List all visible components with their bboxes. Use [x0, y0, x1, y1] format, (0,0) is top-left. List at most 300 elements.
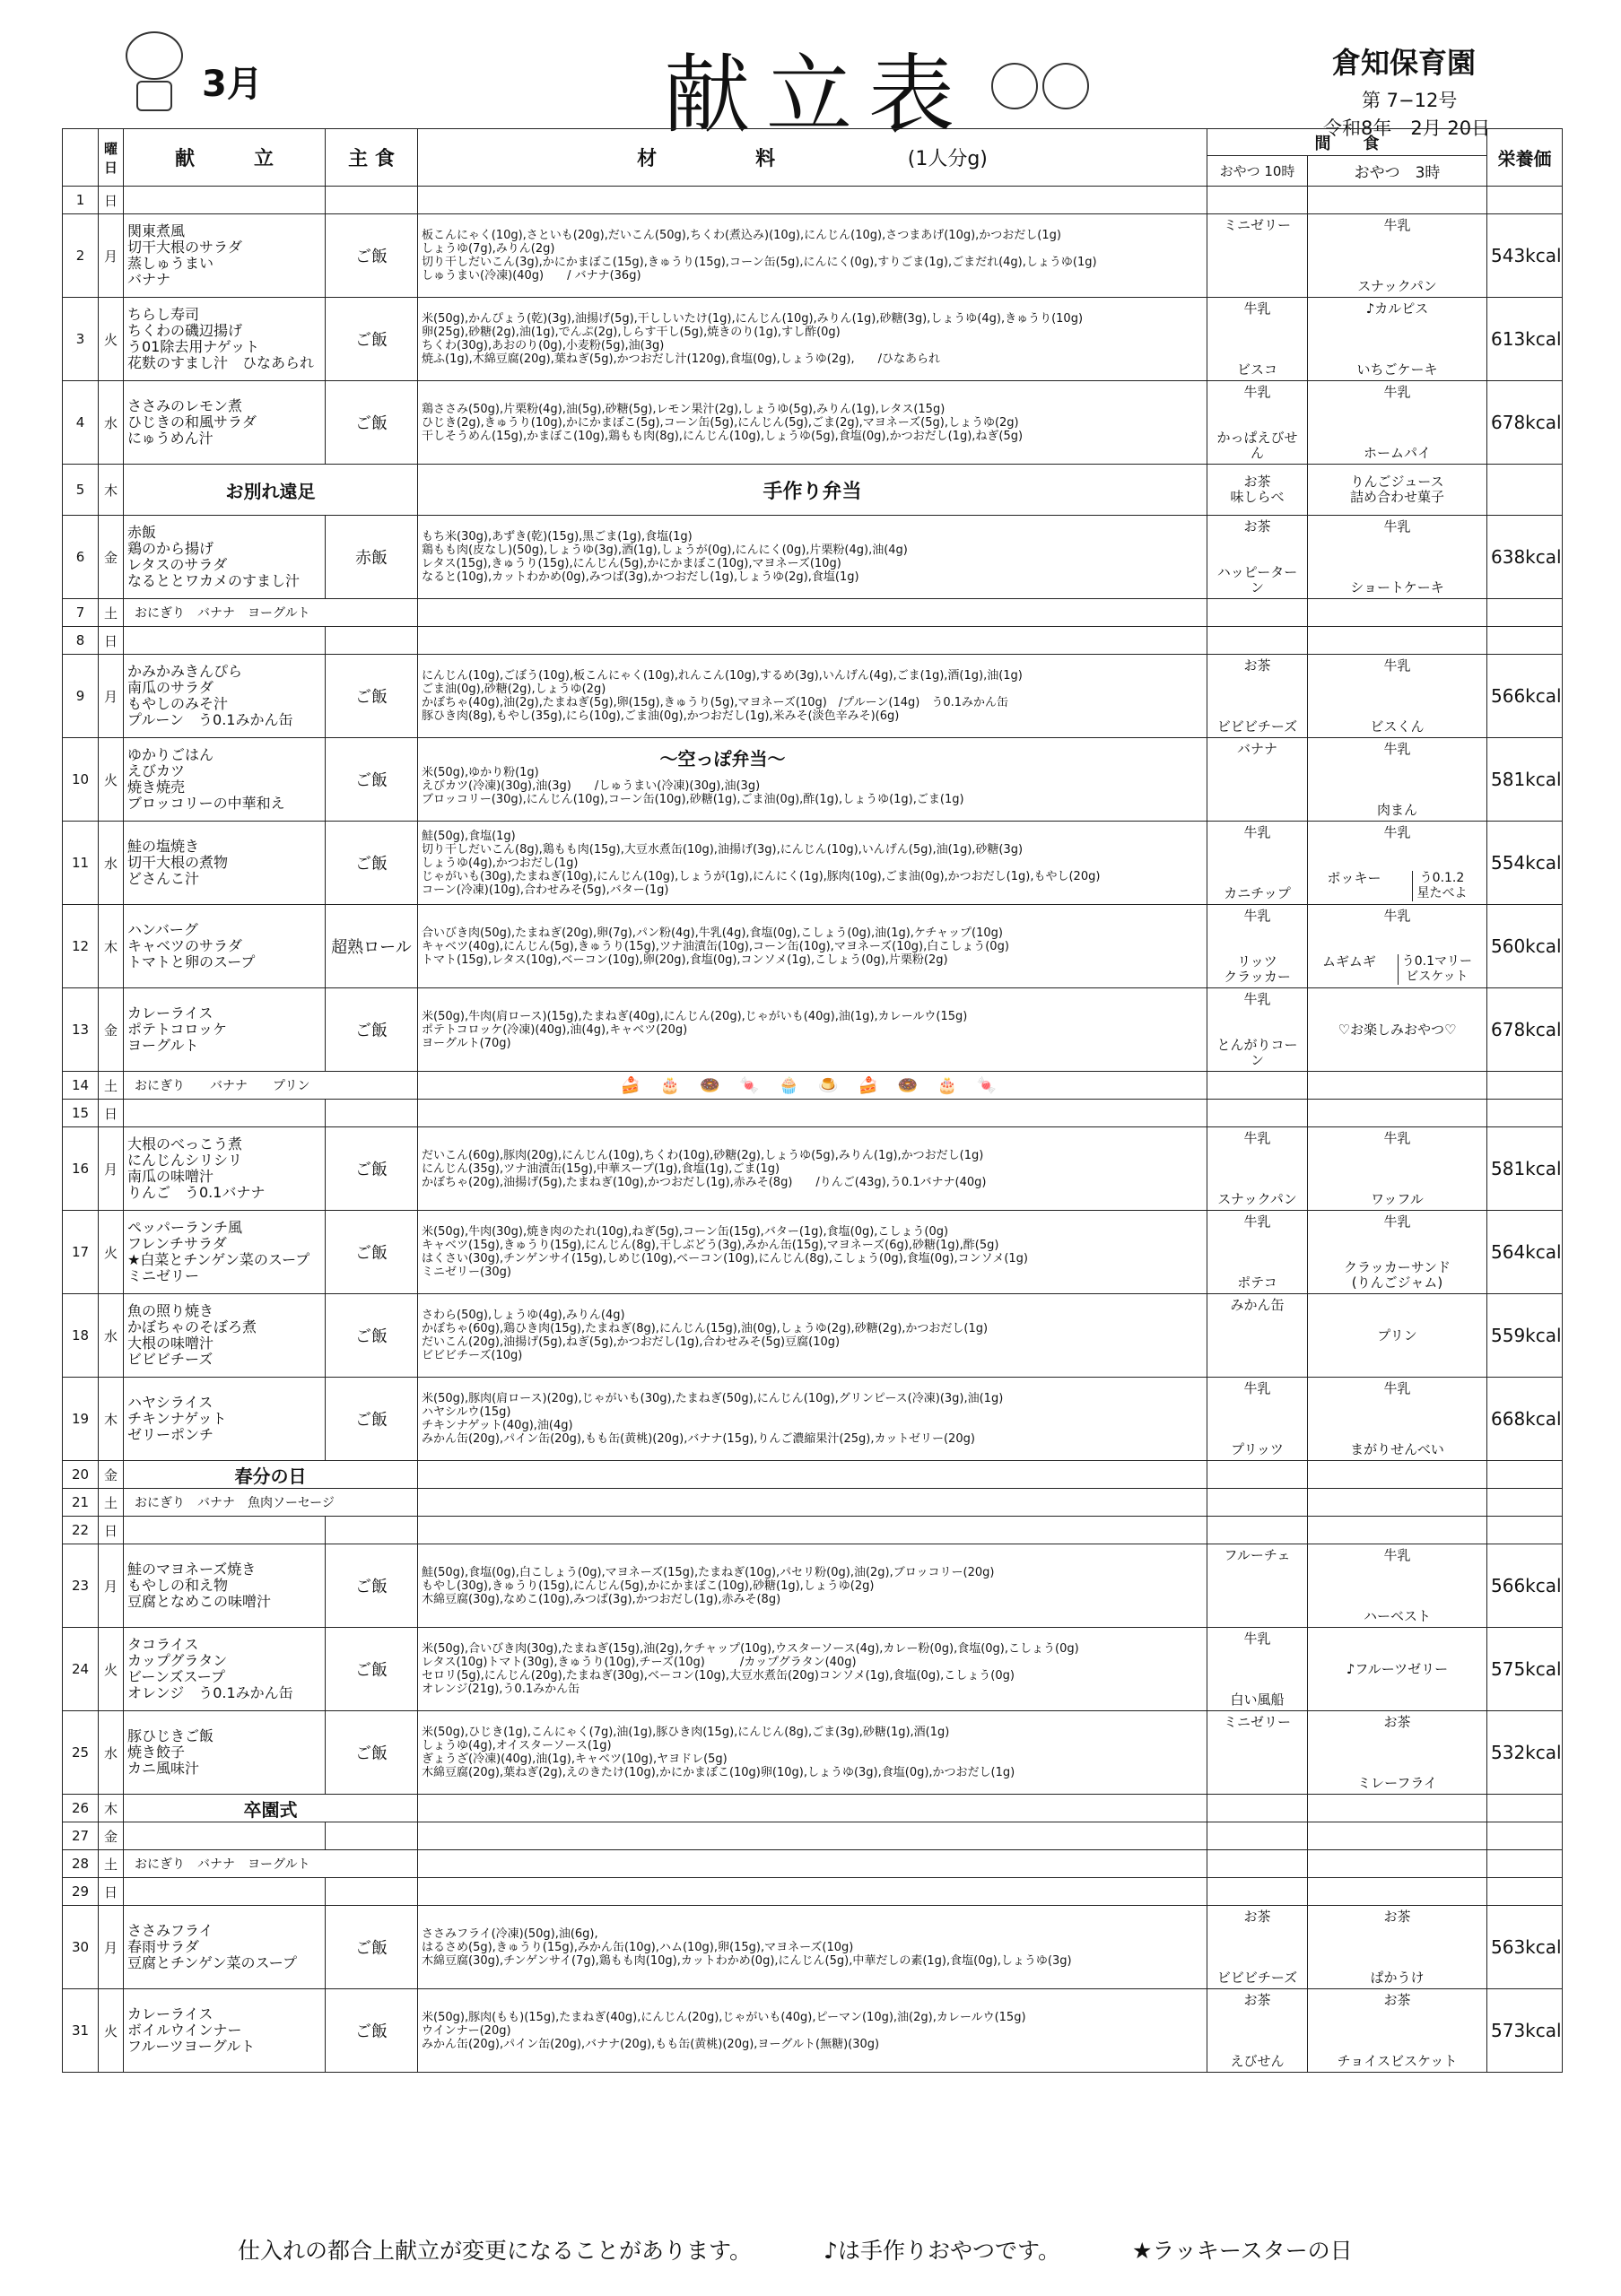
nutrition-kcal: 554kcal — [1487, 822, 1563, 905]
weekday: 水 — [99, 1294, 124, 1378]
snack-3 — [1308, 822, 1487, 905]
menu-items: 赤飯 鶏のから揚げ レタスのサラダ なるととワカメのすまし汁 — [124, 516, 326, 599]
menu-items: ちらし寿司 ちくわの磯辺揚げ う01除去用ナゲット 花麩のすまし汁 ひなあられ — [124, 298, 326, 381]
nutrition-kcal: 560kcal — [1487, 905, 1563, 988]
staple-food: ご飯 — [326, 214, 418, 298]
snack-10-food: 白い風船 — [1230, 1691, 1285, 1708]
snack-3-drink: 牛乳 — [1383, 216, 1411, 233]
snack-10 — [1207, 187, 1308, 214]
snack-10-drink: お茶 — [1243, 474, 1271, 490]
nutrition-kcal — [1487, 1878, 1563, 1906]
day-row — [63, 1711, 1563, 1795]
day-row — [63, 1489, 1563, 1517]
weekday: 日 — [99, 1878, 124, 1906]
ingredients — [418, 1628, 1207, 1711]
day-row — [63, 988, 1563, 1072]
staple-food: ご飯 — [326, 381, 418, 465]
ingredients-text: ささみフライ(冷凍)(50g),油(6g), はるさめ(5g),きゅうり(15g),みかん缶(10g),ハム(10g),卵(15g),マヨネーズ(10g) 木綿豆腐(30g),チンゲンサイ(7g),鶏もも肉(10g),カットわかめ(0g),にんじん(5g),中華だしの素(1g),食塩(0g),しょうゆ(3g) — [422, 1926, 1072, 1968]
menu-items: 鮭の塩焼き 切干大根の煮物 どさんこ汁 — [124, 822, 326, 905]
nutrition-kcal — [1487, 627, 1563, 655]
snack-3 — [1308, 214, 1487, 298]
day-row — [63, 822, 1563, 905]
month-label: 3月 — [202, 64, 263, 105]
day-row — [63, 1878, 1563, 1906]
menu-items — [124, 1100, 326, 1127]
nutrition-kcal: 566kcal — [1487, 1544, 1563, 1628]
snack-10-food: スナックパン — [1217, 1190, 1297, 1207]
saturday-menu: おにぎり バナナ ヨーグルト — [124, 1850, 418, 1878]
day-number: 5 — [63, 465, 99, 516]
menu-items: ささみのレモン煮 ひじきの和風サラダ にゅうめん汁 — [124, 381, 326, 465]
nutrition-kcal: 581kcal — [1487, 1127, 1563, 1211]
day-number: 20 — [63, 1461, 99, 1489]
day-row — [63, 1294, 1563, 1378]
ingredients-text: にんじん(10g),ごぼう(10g),板こんにゃく(10g),れんこん(10g),するめ(3g),いんげん(4g),ごま(1g),酒(1g),油(1g) ごま油(0g),砂糖(2g),しょうゆ(2g) かぼちゃ(40g),油(2g),たまねぎ(5g),卵(15g),きゅうり(5g),マヨネーズ(10g) /プルーン(14g) う0.1みかん缶 豚ひき肉(8g),もやし(35g),にら(10g),ごま油(0g),かつおだし(1g),米みそ(淡色辛みそ)(6g) — [422, 669, 1023, 723]
snack-3-drink: 牛乳 — [1383, 823, 1411, 840]
day-header — [63, 129, 99, 187]
ingredients — [418, 1850, 1207, 1878]
weekday: 金 — [99, 1461, 124, 1489]
day-row — [63, 738, 1563, 822]
weekday: 日 — [99, 627, 124, 655]
snack-10 — [1207, 381, 1308, 465]
menu-items: 魚の照り焼き かぼちゃのそぼろ煮 大根の味噌汁 ビビビチーズ — [124, 1294, 326, 1378]
weekday: 月 — [99, 1906, 124, 1989]
nutrition-kcal: 678kcal — [1487, 988, 1563, 1072]
snack-10 — [1207, 738, 1308, 822]
menu-items: 鮭のマヨネーズ焼き もやしの和え物 豆腐となめこの味噌汁 — [124, 1544, 326, 1628]
day-number: 28 — [63, 1850, 99, 1878]
issue-number: 第 7−12号 — [1362, 90, 1458, 111]
day-row — [63, 1211, 1563, 1294]
staple-food: ご飯 — [326, 1989, 418, 2073]
day-row — [63, 1850, 1563, 1878]
ingredients-text: 米(50g),牛肉(30g),焼き肉のたれ(10g),ねぎ(5g),コーン缶(15g),バター(1g),食塩(0g),こしょう(0g) キャベツ(15g),きゅうり(15g),にんじん(8g),干しぶどう(3g),みかん缶(15g),マヨネーズ(6g),砂糖(1g),酢(5g) はくさい(30g),チンゲンサイ(15g),しめじ(10g),ベーコン(10g),にんじん(8g),こしょう(0g),食塩(0g),コンソメ(1g) ミニゼリー(30g) — [422, 1225, 1029, 1279]
day-number: 2 — [63, 214, 99, 298]
staple-food — [326, 1100, 418, 1127]
menu-items — [124, 1878, 326, 1906]
staple-food: ご飯 — [326, 1294, 418, 1378]
menu-header: 献 立 — [124, 129, 326, 187]
snack-3 — [1308, 381, 1487, 465]
day-number: 17 — [63, 1211, 99, 1294]
staple-food: ご飯 — [326, 1378, 418, 1461]
staple-food: ご飯 — [326, 1211, 418, 1294]
snack-3-drink: 牛乳 — [1383, 1379, 1411, 1396]
weekday: 水 — [99, 822, 124, 905]
staple-food: ご飯 — [326, 738, 418, 822]
ingredients — [418, 822, 1207, 905]
ingredients: 手作り弁当 — [418, 465, 1207, 516]
nutrition-kcal — [1487, 1850, 1563, 1878]
ingredients — [418, 1989, 1207, 2073]
menu-items — [124, 1822, 326, 1850]
snack-10 — [1207, 905, 1308, 988]
day-row — [63, 214, 1563, 298]
snack-3-food: ぱかうけ — [1370, 1969, 1425, 1986]
snack-3 — [1308, 187, 1487, 214]
menu-table-body — [63, 187, 1563, 2073]
ingredients — [418, 214, 1207, 298]
snack-10 — [1207, 1544, 1308, 1628]
nutrition-kcal — [1487, 1822, 1563, 1850]
weekday: 水 — [99, 381, 124, 465]
ingredients — [418, 1489, 1207, 1517]
saturday-menu: おにぎり バナナ プリン — [124, 1072, 418, 1100]
ingredients — [418, 1461, 1207, 1489]
ingredients — [418, 1822, 1207, 1850]
day-number: 18 — [63, 1294, 99, 1378]
ingredients — [418, 1544, 1207, 1628]
nutrition-kcal: 564kcal — [1487, 1211, 1563, 1294]
snack-3-infant: う0.1.2 星たべよ — [1412, 871, 1467, 901]
snack-3 — [1308, 465, 1487, 516]
snack-10 — [1207, 298, 1308, 381]
snack-10-food: ビビビチーズ — [1216, 1969, 1298, 1986]
ingredients-text: 板こんにゃく(10g),さといも(20g),だいこん(50g),ちくわ(煮込み)(10g),にんじん(10g),さつまあげ(10g),かつおだし(1g) しょうゆ(7g),みりん(2g) 切り干しだいこん(3g),かにかまぼこ(15g),きゅうり(15g),コーン缶(5g),にんにく(0g),すりごま(1g),ごまだれ(4g),しょうゆ(1g) しゅうまい(冷凍)(40g) / バナナ(36g) — [422, 229, 1097, 283]
ingredients — [418, 599, 1207, 627]
nutrition-kcal: 532kcal — [1487, 1711, 1563, 1795]
staple-food — [326, 1822, 418, 1850]
snack-3-drink: ♪フルーツゼリー — [1346, 1660, 1449, 1677]
snack-10-drink: 牛乳 — [1243, 1379, 1271, 1396]
day-number: 30 — [63, 1906, 99, 1989]
weekday: 木 — [99, 465, 124, 516]
day-number: 25 — [63, 1711, 99, 1795]
snack-3-food: まがりせんべい — [1350, 1440, 1444, 1457]
snack-3 — [1308, 1378, 1487, 1461]
snack-3-food: ミレーフライ — [1357, 1774, 1437, 1791]
snack-10 — [1207, 1711, 1308, 1795]
weekday: 日 — [99, 187, 124, 214]
day-row — [63, 1378, 1563, 1461]
menu-items: ハヤシライス チキンナゲット ゼリーポンチ — [124, 1378, 326, 1461]
footer-note-handmade: ♪は手作りおやつです。 — [824, 2238, 1060, 2264]
snack-10-food: ビビビチーズ — [1216, 718, 1298, 735]
day-row — [63, 627, 1563, 655]
day-number: 21 — [63, 1489, 99, 1517]
weekday: 金 — [99, 1822, 124, 1850]
ingredients — [418, 1127, 1207, 1211]
weekday: 月 — [99, 655, 124, 738]
staple-food: ご飯 — [326, 1628, 418, 1711]
snack-10 — [1207, 1850, 1308, 1878]
snack-10 — [1207, 1127, 1308, 1211]
weekday: 月 — [99, 1544, 124, 1628]
staple-header: 主 食 — [326, 129, 418, 187]
ingredients — [418, 516, 1207, 599]
menu-items: カレーライス ポテトコロッケ ヨーグルト — [124, 988, 326, 1072]
snack-3-header: おやつ 3時 — [1308, 156, 1487, 187]
snack-3-drink: 牛乳 — [1383, 1546, 1411, 1563]
nutrition-header: 栄養価 — [1487, 129, 1563, 187]
day-number: 15 — [63, 1100, 99, 1127]
snack-10-drink: 牛乳 — [1243, 823, 1271, 840]
nutrition-kcal — [1487, 599, 1563, 627]
snack-10 — [1207, 1211, 1308, 1294]
balloon-bears-illustration — [117, 31, 188, 117]
staple-food: ご飯 — [326, 988, 418, 1072]
menu-table — [62, 128, 1563, 2073]
snack-10 — [1207, 627, 1308, 655]
day-row — [63, 599, 1563, 627]
staple-food: ご飯 — [326, 298, 418, 381]
weekday-header: 曜日 — [99, 129, 124, 187]
weekday: 木 — [99, 1795, 124, 1822]
day-number: 22 — [63, 1517, 99, 1544]
menu-items — [124, 1517, 326, 1544]
nutrition-kcal: 581kcal — [1487, 738, 1563, 822]
footer-note-lucky-star: ★ラッキースターの日 — [1131, 2238, 1353, 2264]
snack-3 — [1308, 1211, 1487, 1294]
snack-10 — [1207, 1795, 1308, 1822]
empty-lunchbox-label: ～空っぽ弁当～ — [659, 748, 786, 770]
snack-10 — [1207, 1517, 1308, 1544]
snack-3 — [1308, 1628, 1487, 1711]
snack-3 — [1308, 1544, 1487, 1628]
snack-3-drink: ♡お楽しみおやつ♡ — [1338, 1021, 1457, 1038]
snack-3-food: クラッカーサンド (りんごジャム) — [1344, 1258, 1451, 1291]
day-number: 12 — [63, 905, 99, 988]
snack-3-drink: お茶 — [1383, 1991, 1411, 2008]
day-number: 8 — [63, 627, 99, 655]
day-row — [63, 905, 1563, 988]
snack-10-drink: 牛乳 — [1243, 1129, 1271, 1146]
menu-items — [124, 187, 326, 214]
snack-10-food: プリッツ — [1231, 1440, 1284, 1457]
snack-10-food: 味しらべ — [1230, 489, 1285, 505]
snack-3 — [1308, 1795, 1487, 1822]
ingredients-text: さわら(50g),しょうゆ(4g),みりん(4g) かぼちゃ(60g),鶏ひき肉(15g),たまねぎ(8g),にんじん(15g),油(0g),しょうゆ(2g),砂糖(2g),かつおだし(1g) だいこん(20g),油揚げ(5g),ねぎ(5g),かつおだし(1g),合わせみそ(5g)豆腐(10g) ビビビチーズ(10g) — [422, 1309, 989, 1362]
day-number: 6 — [63, 516, 99, 599]
snack-10 — [1207, 214, 1308, 298]
snack-3-drink: 牛乳 — [1383, 907, 1411, 924]
snack-3-drink: お茶 — [1383, 1713, 1411, 1730]
ingredients-text: 米(50g),豚肉(肩ロース)(20g),じゃがいも(30g),たまねぎ(50g),にんじん(10g),グリンピース(冷凍)(3g),油(1g) ハヤシルウ(15g) チキンナゲット(40g),油(4g) みかん缶(20g),パイン缶(20g),もも缶(黄桃)(20g),バナナ(15g),りんご濃縮果汁(25g),カットゼリー(20g) — [422, 1392, 1004, 1446]
snack-10-food: とんがりコーン — [1216, 1036, 1298, 1068]
snack-3 — [1308, 627, 1487, 655]
weekday: 土 — [99, 1489, 124, 1517]
day-number: 31 — [63, 1989, 99, 2073]
nursery-name: 倉知保育園 — [1332, 46, 1477, 80]
snack-header: 間 食 — [1207, 129, 1487, 156]
day-number: 24 — [63, 1628, 99, 1711]
snack-3-drink: 牛乳 — [1383, 740, 1411, 757]
snack-3-food: ハーベスト — [1363, 1607, 1431, 1624]
day-number: 1 — [63, 187, 99, 214]
day-row — [63, 1795, 1563, 1822]
staple-food: ご飯 — [326, 655, 418, 738]
weekday: 火 — [99, 1628, 124, 1711]
snack-10-drink: お茶 — [1243, 1908, 1271, 1925]
staple-food — [326, 187, 418, 214]
snack-3 — [1308, 1127, 1487, 1211]
nutrition-kcal — [1487, 1100, 1563, 1127]
weekday: 土 — [99, 1072, 124, 1100]
day-row — [63, 516, 1563, 599]
snack-10-drink: みかん缶 — [1230, 1296, 1285, 1313]
day-number: 9 — [63, 655, 99, 738]
day-number: 3 — [63, 298, 99, 381]
day-row — [63, 655, 1563, 738]
staple-food: ご飯 — [326, 1127, 418, 1211]
snack-3 — [1308, 1878, 1487, 1906]
day-row — [63, 381, 1563, 465]
snack-10-food: リッツ クラッカー — [1224, 952, 1291, 985]
nutrition-kcal: 559kcal — [1487, 1294, 1563, 1378]
footer-notes — [238, 2233, 1494, 2266]
nutrition-kcal: 613kcal — [1487, 298, 1563, 381]
snack-10-drink: 牛乳 — [1243, 990, 1271, 1007]
ingredients-text: 鮭(50g),食塩(0g),白こしょう(0g),マヨネーズ(15g),たまねぎ(10g),パセリ粉(0g),油(2g),ブロッコリー(20g) もやし(30g),きゅうり(15g),にんじん(5g),かにかまぼこ(10g),砂糖(1g),しょうゆ(2g) 木綿豆腐(30g),なめこ(10g),みつば(3g),かつおだし(1g),赤みそ(8g) — [422, 1565, 995, 1606]
ingredients — [418, 1072, 1207, 1100]
snack-10 — [1207, 1461, 1308, 1489]
snack-3 — [1308, 988, 1487, 1072]
ingredients-header-label: 材 料 — [637, 148, 776, 170]
menu-items: 大根のべっこう煮 にんじんシリシリ 南瓜の味噌汁 りんご う0.1バナナ — [124, 1127, 326, 1211]
day-row — [63, 1072, 1563, 1100]
per-person-label: (1人分g) — [907, 148, 988, 170]
ingredients-text: もち米(30g),あずき(乾)(15g),黒ごま(1g),食塩(1g) 鶏もも肉(皮なし)(50g),しょうゆ(3g),酒(1g),しょうが(0g),にんにく(0g),片栗粉(4g),油(4g) レタス(15g),きゅうり(15g),にんじん(5g),かにかまぼこ(10g),マヨネーズ(10g) なると(10g),カットわかめ(0g),みつば(3g),かつおだし(1g),しょうゆ(2g),食塩(1g) — [422, 530, 908, 584]
snack-10-food: ポテコ — [1237, 1274, 1277, 1291]
issue-date: 令和8年 2月 20日 — [1323, 117, 1491, 139]
snack-10 — [1207, 1072, 1308, 1100]
day-number: 4 — [63, 381, 99, 465]
ingredients — [418, 298, 1207, 381]
nutrition-kcal — [1487, 1795, 1563, 1822]
ingredients — [418, 381, 1207, 465]
snack-3-drink: りんごジュース — [1350, 474, 1444, 490]
menu-items — [124, 627, 326, 655]
day-number: 16 — [63, 1127, 99, 1211]
nutrition-kcal: 543kcal — [1487, 214, 1563, 298]
snack-10 — [1207, 599, 1308, 627]
day-row — [63, 1989, 1563, 2073]
ingredients-text: 米(50g),合いびき肉(30g),たまねぎ(15g),油(2g),ケチャップ(10g),ウスターソース(4g),カレー粉(0g),食塩(0g),こしょう(0g) レタス(10g)トマト(30g),きゅうり(10g),チーズ(10g) /カップグラタン(40g) セロリ(5g),にんじん(20g),たまねぎ(30g),ベーコン(10g),大豆水煮缶(20g)コンソメ(1g),食塩(0g),こしょう(0g) オレンジ(21g),う0.1みかん缶 — [422, 1642, 1079, 1696]
weekday: 木 — [99, 1378, 124, 1461]
ingredients-text: 米(50g),豚肉(もも)(15g),たまねぎ(40g),にんじん(20g),じゃがいも(40g),ピーマン(10g),油(2g),カレールウ(15g) ウインナー(20g) みかん缶(20g),パイン缶(20g),バナナ(20g),もも缶(黄桃)(20g),ヨーグルト(無糖)(30g) — [422, 2010, 1026, 2051]
sweets-decoration-icon: 🍰 🎂 🍩 🍬 🧁 🍮 🍰 🍩 🎂 🍬 — [620, 1075, 1005, 1095]
ingredients — [418, 1795, 1207, 1822]
snack-3-drink: プリン — [1377, 1326, 1417, 1344]
day-number: 19 — [63, 1378, 99, 1461]
snack-3 — [1308, 1906, 1487, 1989]
saturday-menu: おにぎり バナナ ヨーグルト — [124, 599, 418, 627]
snack-10-drink: バナナ — [1236, 740, 1277, 757]
menu-items: カレーライス ボイルウインナー フルーツヨーグルト — [124, 1989, 326, 2073]
day-row — [63, 1461, 1563, 1489]
event-label: お別れ遠足 — [124, 465, 418, 516]
day-row — [63, 298, 1563, 381]
event-label: 卒園式 — [124, 1795, 418, 1822]
day-row — [63, 187, 1563, 214]
snack-3-drink: 牛乳 — [1383, 383, 1411, 400]
day-row — [63, 1127, 1563, 1211]
day-row — [63, 1628, 1563, 1711]
nutrition-kcal: 563kcal — [1487, 1906, 1563, 1989]
ingredients — [418, 738, 1207, 822]
ingredients — [418, 1711, 1207, 1795]
menu-items: 関東煮風 切干大根のサラダ 蒸しゅうまい バナナ — [124, 214, 326, 298]
hina-dolls-illustration — [987, 49, 1094, 126]
ingredients-header — [418, 129, 1207, 187]
day-number: 13 — [63, 988, 99, 1072]
snack-10-drink: ミニゼリー — [1223, 1713, 1291, 1730]
ingredients — [418, 187, 1207, 214]
snack-3-food: ビスくん — [1370, 718, 1425, 735]
weekday: 火 — [99, 1211, 124, 1294]
snack-3-drink: 牛乳 — [1383, 517, 1411, 535]
snack-3 — [1308, 1294, 1487, 1378]
snack-10 — [1207, 1878, 1308, 1906]
weekday: 木 — [99, 905, 124, 988]
nutrition-kcal — [1487, 1072, 1563, 1100]
nutrition-kcal — [1487, 1489, 1563, 1517]
snack-3-drink: 牛乳 — [1383, 657, 1411, 674]
ingredients — [418, 905, 1207, 988]
staple-food — [326, 627, 418, 655]
ingredients — [418, 1211, 1207, 1294]
staple-food — [326, 1878, 418, 1906]
nutrition-kcal — [1487, 1461, 1563, 1489]
snack-10-food: えびせん — [1230, 2052, 1285, 2069]
ingredients — [418, 655, 1207, 738]
snack-3 — [1308, 905, 1487, 988]
snack-10-drink: ミニゼリー — [1223, 216, 1291, 233]
snack-3-drink: ♪カルピス — [1365, 300, 1429, 317]
snack-3-food: ワッフル — [1371, 1190, 1424, 1207]
nutrition-kcal — [1487, 1517, 1563, 1544]
nutrition-kcal: 678kcal — [1487, 381, 1563, 465]
snack-10-drink: 牛乳 — [1243, 907, 1271, 924]
weekday: 土 — [99, 599, 124, 627]
ingredients-text: 米(50g),牛肉(肩ロース)(15g),たまねぎ(40g),にんじん(20g),じゃがいも(40g),油(1g),カレールウ(15g) ポテトコロッケ(冷凍)(40g),油(4g),キャベツ(20g) ヨーグルト(70g) — [422, 1009, 968, 1050]
staple-food: ご飯 — [326, 1711, 418, 1795]
snack-3 — [1308, 1822, 1487, 1850]
snack-10-food: ハッピーターン — [1216, 563, 1298, 596]
menu-items: ささみフライ 春雨サラダ 豆腐とチンゲン菜のスープ — [124, 1906, 326, 1989]
snack-10 — [1207, 1100, 1308, 1127]
snack-3 — [1308, 1072, 1487, 1100]
day-number: 14 — [63, 1072, 99, 1100]
weekday: 土 — [99, 1850, 124, 1878]
ingredients-text: 米(50g),ゆかり粉(1g) えびカツ(冷凍)(30g),油(3g) /しゅうまい(冷凍)(30g),油(3g) ブロッコリー(30g),にんじん(10g),コーン缶(10g),砂糖(1g),ごま油(0g),酢(1g),しょうゆ(1g),ごま(1g) — [422, 766, 964, 806]
snack-10-drink: 牛乳 — [1243, 1213, 1271, 1230]
snack-10 — [1207, 655, 1308, 738]
menu-items: かみかみきんぴら 南瓜のサラダ もやしのみそ汁 プルーン う0.1みかん缶 — [124, 655, 326, 738]
menu-items: 豚ひじきご飯 焼き餃子 カニ風味汁 — [124, 1711, 326, 1795]
snack-10-drink: 牛乳 — [1243, 383, 1271, 400]
saturday-menu: おにぎり バナナ 魚肉ソーセージ — [124, 1489, 418, 1517]
day-row — [63, 1517, 1563, 1544]
snack-3 — [1308, 1489, 1487, 1517]
snack-3 — [1308, 1461, 1487, 1489]
menu-items: タコライス カップグラタン ビーンズスープ オレンジ う0.1みかん缶 — [124, 1628, 326, 1711]
snack-10-food: カニチップ — [1224, 884, 1291, 901]
snack-10 — [1207, 1989, 1308, 2073]
menu-items: ペッパーランチ風 フレンチサラダ ★白菜とチンゲン菜のスープ ミニゼリー — [124, 1211, 326, 1294]
ingredients — [418, 1378, 1207, 1461]
snack-10 — [1207, 1294, 1308, 1378]
snack-3-food: 詰め合わせ菓子 — [1349, 489, 1444, 505]
ingredients-text: 合いびき肉(50g),たまねぎ(20g),卵(7g),パン粉(4g),牛乳(4g),食塩(0g),こしょう(0g),油(1g),ケチャップ(10g) キャベツ(40g),にんじん(5g),きゅうり(15g),ツナ油漬缶(10g),コーン缶(10g),マヨネーズ(10g),白こしょう(0g) トマト(15g),レタス(10g),ベーコン(10g),卵(20g),食塩(0g),コンソメ(1g),こしょう(0g),片栗粉(2g) — [422, 926, 1009, 967]
snack-3 — [1308, 1989, 1487, 2073]
staple-food: 超熟ロール — [326, 905, 418, 988]
day-number: 11 — [63, 822, 99, 905]
footer-note-change: 仕入れの都合上献立が変更になることがあります。 — [238, 2238, 753, 2264]
snack-3-infant: う0.1マリー ビスケット — [1398, 954, 1472, 985]
ingredients-text: だいこん(60g),豚肉(20g),にんじん(10g),ちくわ(10g),砂糖(2g),しょうゆ(5g),みりん(1g),かつおだし(1g) にんじん(35g),ツナ油漬缶(15g),中華スープ(1g),食塩(1g),ごま(1g) かぼちゃ(20g),油揚げ(5g),たまねぎ(10g),かつおだし(1g),赤みそ(8g) /りんご(43g),う0.1バナナ(40g) — [422, 1148, 987, 1189]
